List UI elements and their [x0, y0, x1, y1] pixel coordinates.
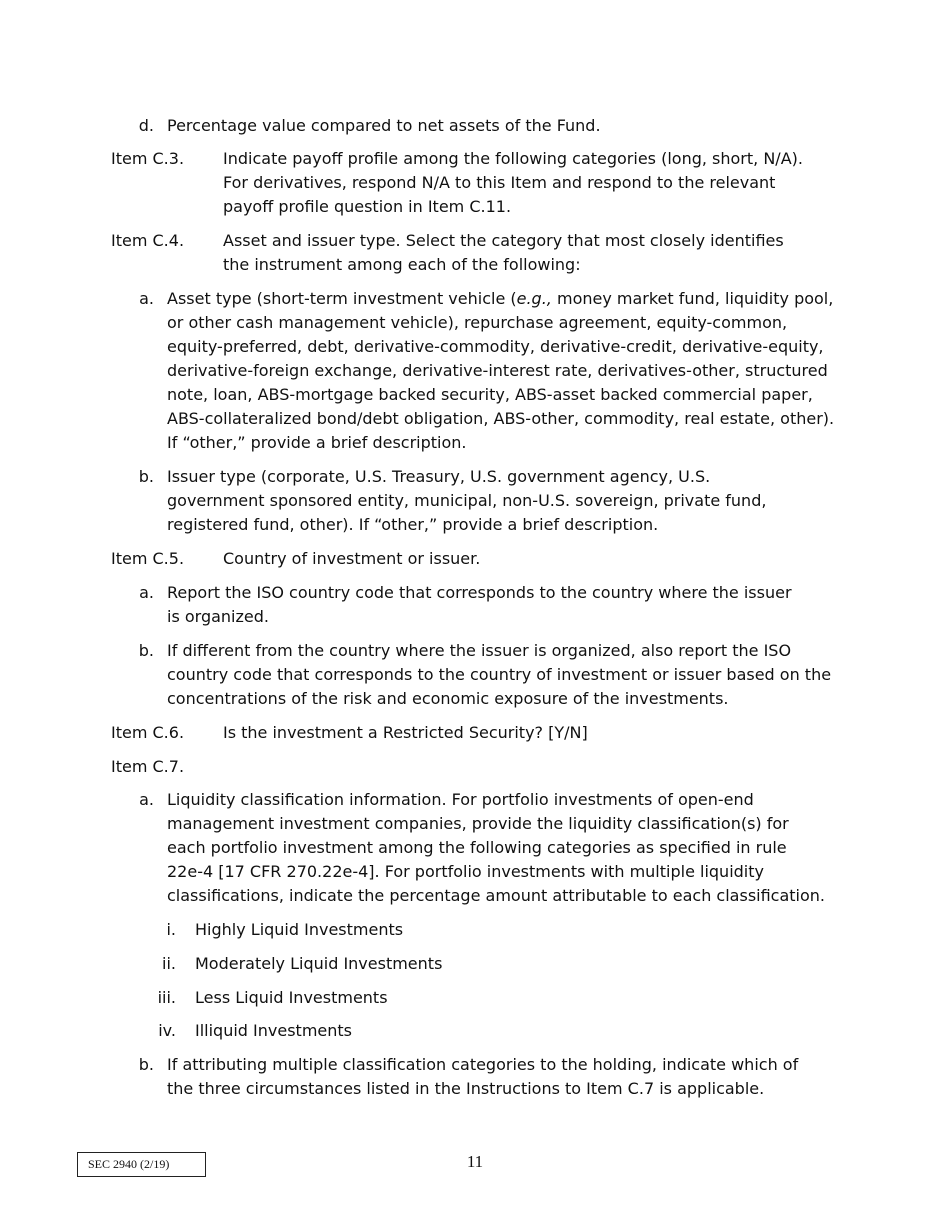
item-text-c3: Indicate payoff profile among the following categories (long, short, N/A). For derivatives, respond N/A to this Item and respond to the relevant payoff profile question in Item C.11. — [223, 149, 803, 216]
list-item-text: Highly Liquid Investments — [195, 920, 404, 939]
roman-marker: iii. — [157, 988, 176, 1007]
roman-marker: i. — [166, 920, 176, 939]
form-id-box: SEC 2940 (2/19) — [77, 1152, 206, 1177]
list-marker: b. — [138, 641, 154, 660]
item-c5-b-text: If different from the country where the issuer is organized, also report the ISO country code that corresponds to the country of investment or issuer based on the concentrations of the risk and economic exposure of the investments. — [167, 641, 832, 708]
item-label-c4: Item C.4. — [111, 231, 185, 250]
list-marker: a. — [139, 790, 154, 809]
item-label-c5: Item C.5. — [111, 549, 185, 568]
item-label-c7: Item C.7. — [111, 757, 185, 776]
item-label-c6: Item C.6. — [111, 723, 185, 742]
list-item-text: Percentage value compared to net assets of the Fund. — [167, 116, 601, 135]
item-c4-b-text: Issuer type (corporate, U.S. Treasury, U.S. government agency, U.S. government sponsored entity, municipal, non-U.S. sovereign, private fund, registered fund, other). If “other,” provide a brief description. — [167, 467, 767, 534]
list-item-text: Illiquid Investments — [195, 1021, 352, 1040]
list-marker: d. — [138, 116, 154, 135]
item-c7-b-text: If attributing multiple classification categories to the holding, indicate which of the three circumstances listed in the Instructions to Item C.7 is applicable. — [167, 1055, 799, 1098]
list-item-text: Less Liquid Investments — [195, 988, 388, 1007]
roman-marker: iv. — [158, 1021, 176, 1040]
list-marker: b. — [138, 1055, 154, 1074]
item-label-c3: Item C.3. — [111, 149, 185, 168]
item-c4-a-text: Asset type (short-term investment vehicle (e.g., money market fund, liquidity pool, or other cash management vehicle), repurchase agreement, equity-common, equity-preferred, debt, derivative-commodity, derivative-credit, derivative-equity, derivative-foreign exchange, derivative-interest rate, derivatives-other, structured note, loan, ABS-mortgage backed security, ABS-asset backed commercial paper, ABS-collateralized bond/debt obligation, ABS-other, commodity, real estate, other). If “other,” provide a brief description. — [167, 289, 835, 452]
item-c7-a-text: Liquidity classification information. For portfolio investments of open-end management investment companies, provide the liquidity classification(s) for each portfolio investment among the following categories as specified in rule 22e-4 [17 CFR 270.22e-4]. For portfolio investments with multiple liquidity classifications, indicate the percentage amount attributable to each classification. — [167, 790, 826, 905]
item-text-c5: Country of investment or issuer. — [223, 549, 481, 568]
page-number: 11 — [466, 1152, 484, 1171]
item-text-c4: Asset and issuer type. Select the category that most closely identifies the instrument among each of the following: — [223, 231, 784, 274]
list-item-text: Moderately Liquid Investments — [195, 954, 443, 973]
item-text-c6: Is the investment a Restricted Security? [Y/N] — [223, 723, 588, 742]
list-marker: a. — [139, 289, 154, 308]
roman-marker: ii. — [162, 954, 176, 973]
item-c5-a-text: Report the ISO country code that corresponds to the country where the issuer is organized. — [167, 583, 792, 626]
list-marker: a. — [139, 583, 154, 602]
list-marker: b. — [138, 467, 154, 486]
